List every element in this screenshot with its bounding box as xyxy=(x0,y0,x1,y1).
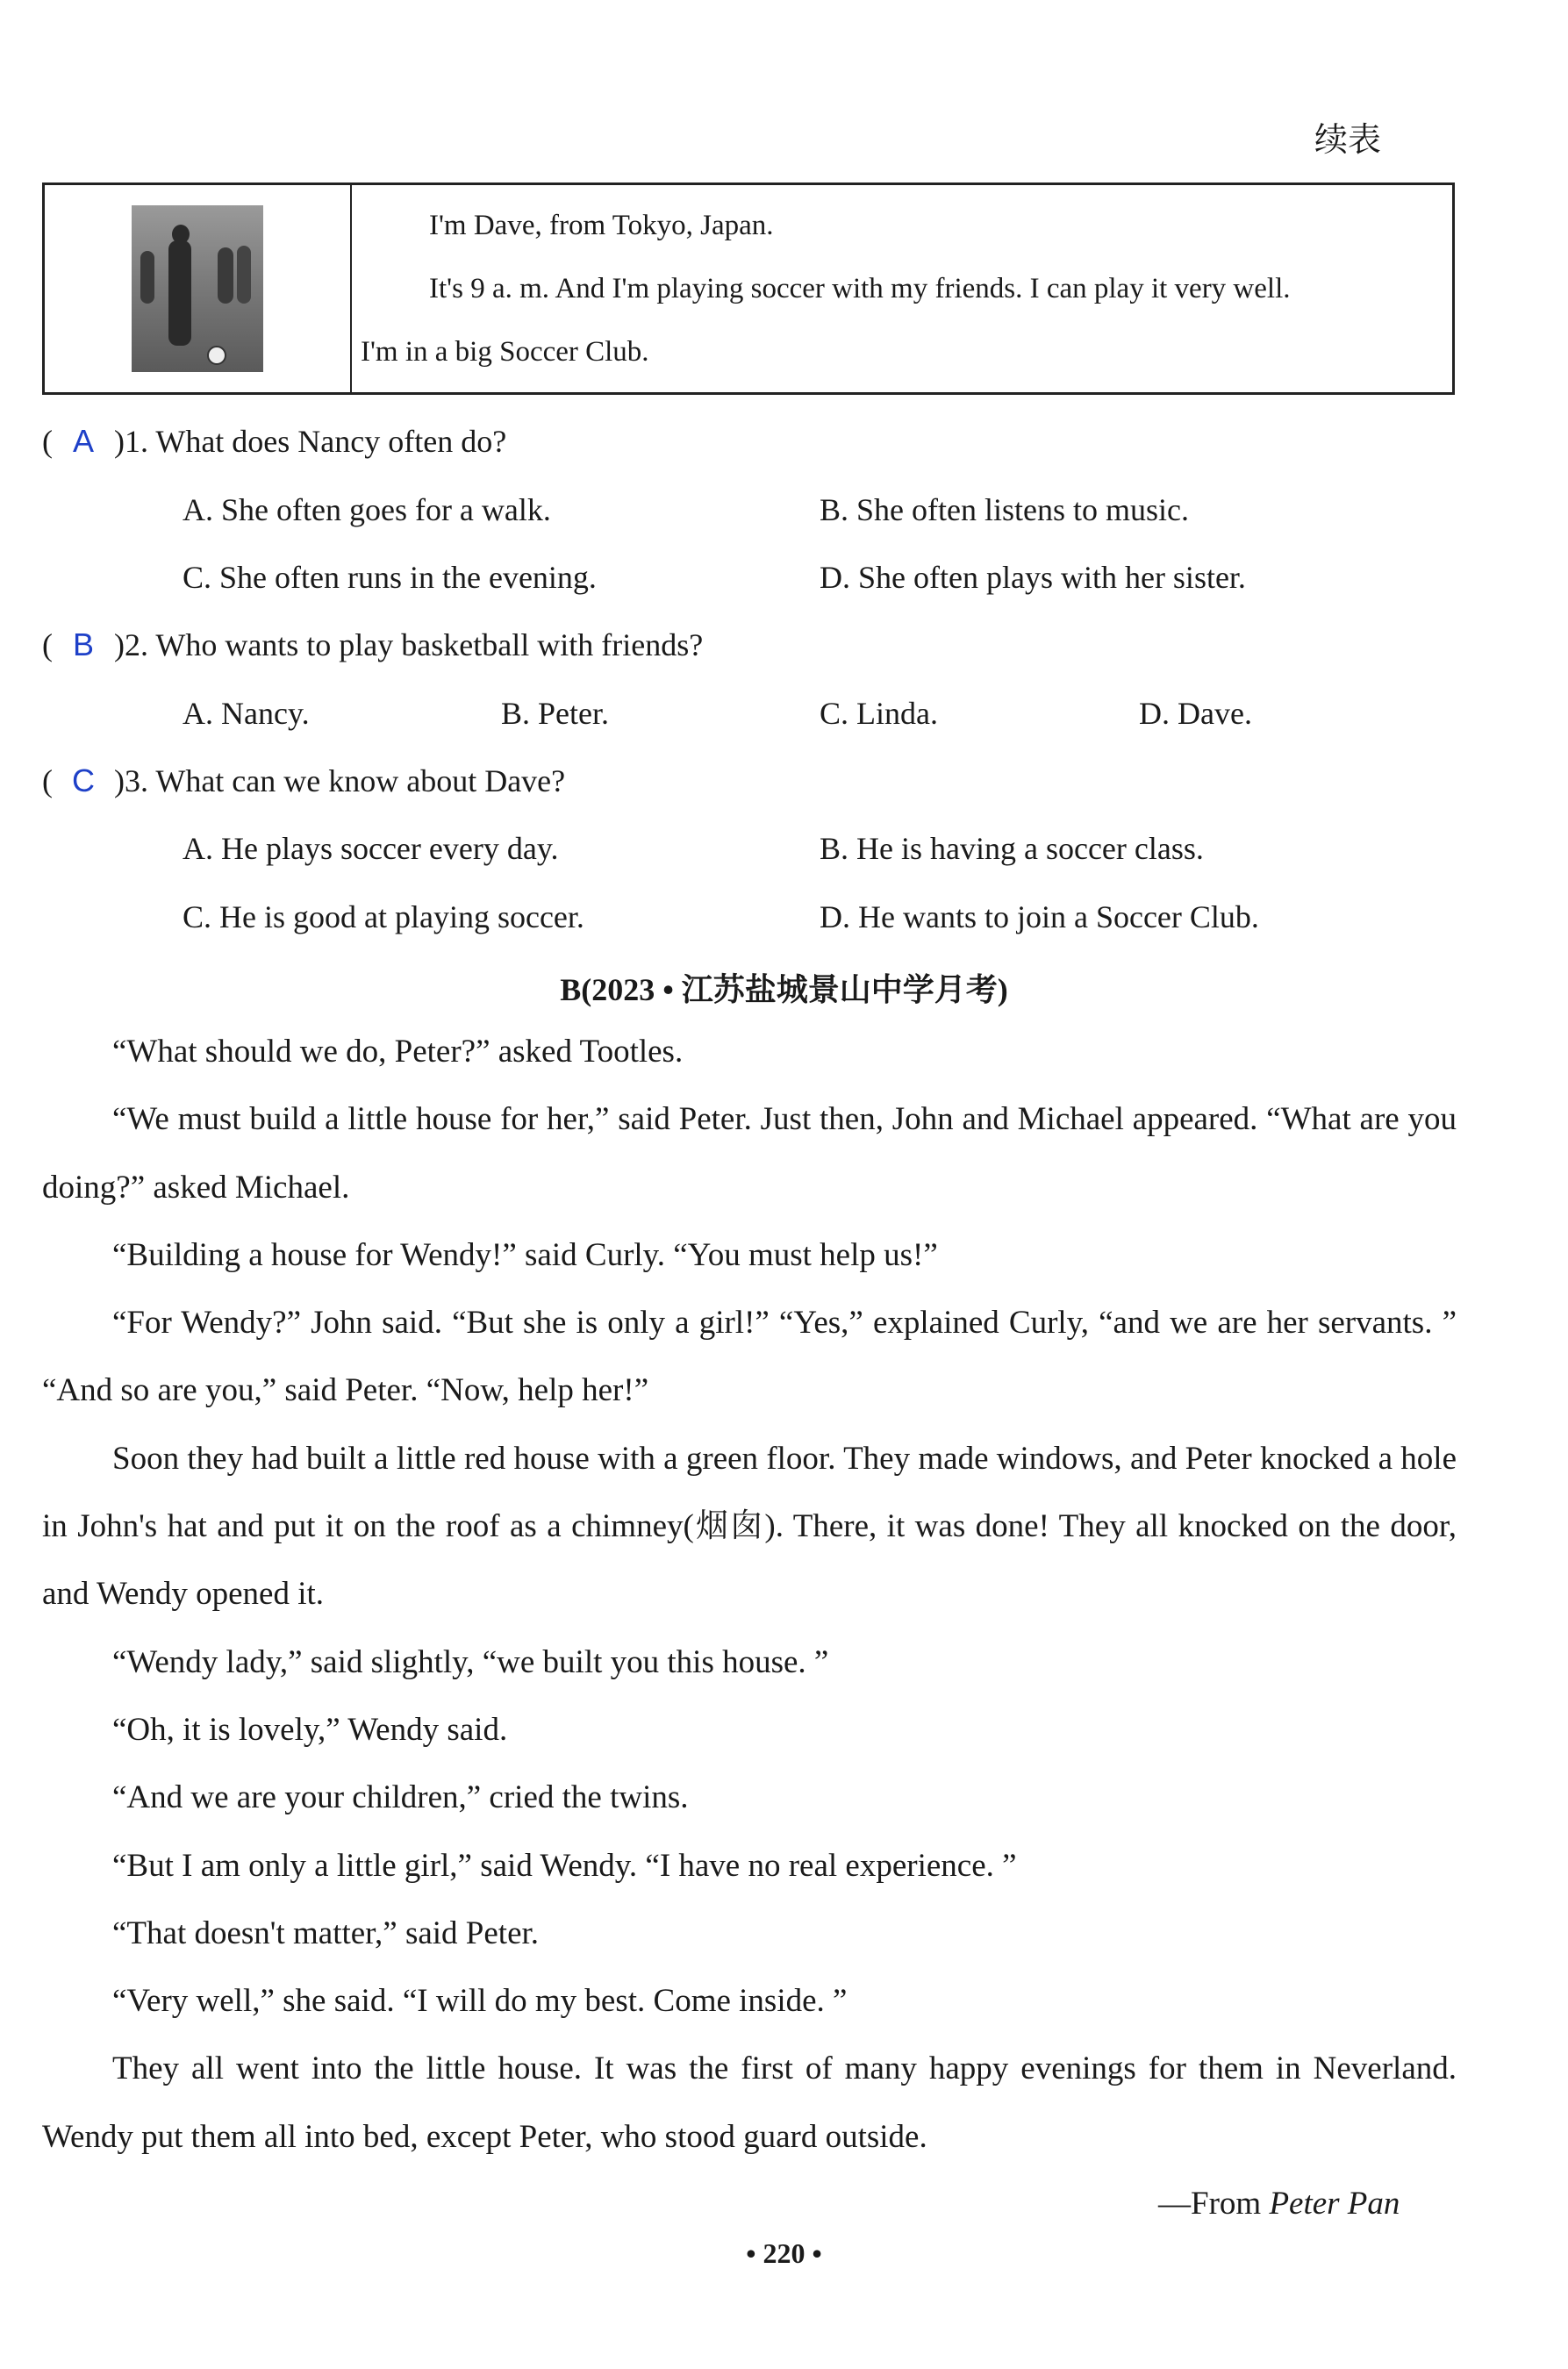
question-text: )1. What does Nancy often do? xyxy=(114,424,507,459)
option: B. He is having a soccer class. xyxy=(820,831,1204,866)
photo-cell xyxy=(45,185,352,392)
source-prefix: —From xyxy=(1158,2186,1270,2222)
option: A. Nancy. xyxy=(183,696,310,731)
section-title: B(2023 • 江苏盐城景山中学月考) xyxy=(560,972,1008,1007)
source-citation xyxy=(1158,2185,1400,2222)
soccer-ball-icon xyxy=(207,346,226,365)
passage-paragraph: “What should we do, Peter?” asked Tootles. xyxy=(112,1034,684,1070)
option: C. He is good at playing soccer. xyxy=(183,899,584,934)
question-text: )3. What can we know about Dave? xyxy=(114,763,566,798)
passage-paragraph: “But I am only a little girl,” said Wendy. “I have no real experience. ” xyxy=(112,1847,1017,1884)
question-1: ( A )1. What does Nancy often do? xyxy=(42,423,507,459)
soccer-photo xyxy=(132,205,263,372)
option: A. She often goes for a walk. xyxy=(183,492,551,527)
passage xyxy=(42,1018,1457,2171)
passage-paragraph: “Building a house for Wendy!” said Curly. “You must help us!” xyxy=(112,1236,938,1273)
passage-paragraph: Soon they had built a little red house with a green floor. They made windows, and Peter knocked a hole in John's hat and put it on the roof as a chimney(烟囱). There, it was done! They all knocked on the door, and Wendy opened it. xyxy=(42,1440,1457,1613)
table-line: I'm in a big Soccer Club. xyxy=(361,336,649,368)
option: C. She often runs in the evening. xyxy=(183,560,597,595)
table-line: It's 9 a. m. And I'm playing soccer with my friends. I can play it very well. xyxy=(429,273,1291,304)
page-number: • 220 • xyxy=(746,2237,822,2269)
option: B. Peter. xyxy=(501,696,609,731)
option: D. Dave. xyxy=(1139,696,1252,731)
question-text: )2. Who wants to play basketball with friends? xyxy=(114,627,704,662)
answer-1: A xyxy=(72,423,94,459)
source-title: Peter Pan xyxy=(1269,2186,1400,2222)
passage-paragraph: “That doesn't matter,” said Peter. xyxy=(112,1915,540,1951)
passage-paragraph: “Wendy lady,” said slightly, “we built you this house. ” xyxy=(112,1643,829,1680)
info-table xyxy=(42,183,1455,395)
passage-paragraph: “For Wendy?” John said. “But she is only a girl!” “Yes,” explained Curly, “and we are her servants. ” “And so are you,” said Peter. “Now, help her!” xyxy=(42,1305,1457,1409)
option: B. She often listens to music. xyxy=(820,492,1189,527)
passage-paragraph: They all went into the little house. It was the first of many happy evenings for them in Neverland. Wendy put them all into bed, except Peter, who stood guard outside. xyxy=(42,2051,1457,2155)
option: D. He wants to join a Soccer Club. xyxy=(820,899,1259,934)
option: D. She often plays with her sister. xyxy=(820,560,1246,595)
table-text xyxy=(352,185,1452,392)
question-3: ( C )3. What can we know about Dave? xyxy=(42,762,566,798)
passage-paragraph: “And we are your children,” cried the twins. xyxy=(112,1779,689,1816)
question-2: ( B )2. Who wants to play basketball with friends? xyxy=(42,626,704,662)
answer-3: C xyxy=(72,762,95,798)
answer-2: B xyxy=(72,626,94,662)
continued-label: 续表 xyxy=(1314,120,1382,159)
passage-paragraph: “We must build a little house for her,” said Peter. Just then, John and Michael appeared. “What are you doing?” asked Michael. xyxy=(42,1101,1457,1206)
option: C. Linda. xyxy=(820,696,938,731)
option: A. He plays soccer every day. xyxy=(183,831,559,866)
passage-paragraph: “Oh, it is lovely,” Wendy said. xyxy=(112,1711,508,1748)
table-line: I'm Dave, from Tokyo, Japan. xyxy=(429,210,774,241)
passage-paragraph: “Very well,” she said. “I will do my best. Come inside. ” xyxy=(112,1983,848,2020)
